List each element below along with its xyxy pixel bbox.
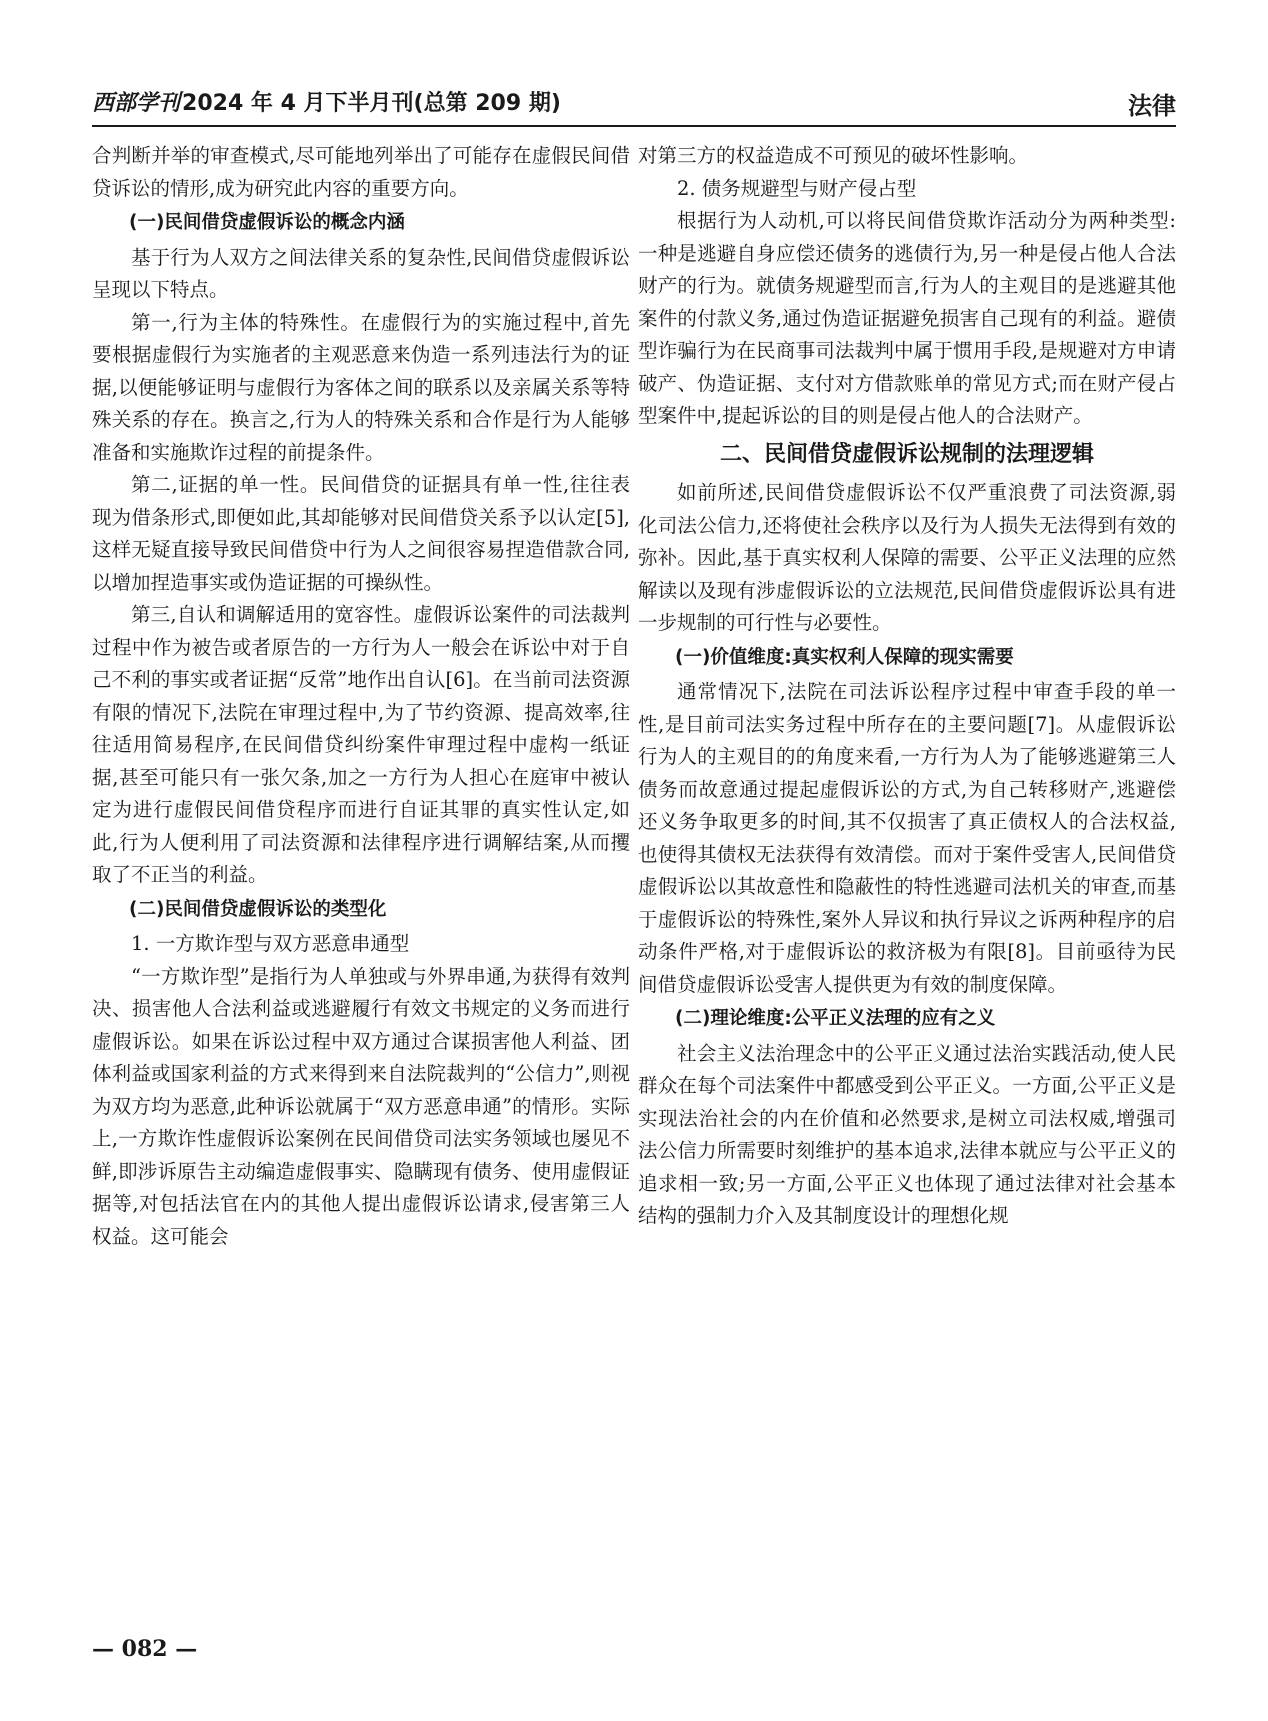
section-heading: (一)价值维度:真实权利人保障的现实需要 (675, 646, 1014, 668)
paragraph: 第三,自认和调解适用的宽容性。虚假诉讼案件的司法裁判过程中作为被告或者原告的一方行为人一般会在诉讼中对于自己不利的事实或者证据“反常”地作出自认[6]。在当前司法资源有限的情况下,法院在审理过程中,为了节约资源、提高效率,往往适用简易程序,在民间借贷纠纷案件审理过程中虚构一纸证据,甚至可能只有一张欠条,加之一方行为人担心在庭审中被认定为进行虚假民间借贷程序而进行自证其罪的真实性认定,如此,行为人便利用了司法资源和法律程序进行调解结案,从而攫取了不正当的利益。 (92, 603, 630, 886)
section-heading: (一)民间借贷虚假诉讼的概念内涵 (129, 212, 405, 233)
paragraph: “一方欺诈型”是指行为人单独或与外界串通,为获得有效判决、损害他人合法利益或逃避履行有效文书规定的义务而进行虚假诉讼。如果在诉讼过程中双方通过合谋损害他人利益、团体利益或国家利益的方式来得到来自法院裁判的“公信力”,则视为双方均为恶意,此种诉讼就属于“双方恶意串通”的情形。实际上,一方欺诈性虚假诉讼案例在民间借贷司法实务领域也屡见不鲜,即涉诉原告主动编造虚假事实、隐瞒现有债务、使用虚假证据等,对包括法官在内的其他人提出虚假诉讼请求,侵害第三人权益。这可能会 (92, 964, 630, 1248)
paragraph: 对第三方的权益造成不可预见的破坏性影响。 (638, 144, 1029, 167)
section-label: 法律 (1128, 92, 1176, 120)
running-header (92, 86, 1176, 126)
paragraph: 第二,证据的单一性。民间借贷的证据具有单一性,往往表现为借条形式,即便如此,其却能够对民间借贷关系予以认定[5],这样无疑直接导致民间借贷中行为人之间很容易捏造借款合同,以增加捏造事实或伪造证据的可操纵性。 (92, 473, 630, 594)
paragraph: 社会主义法治理念中的公平正义通过法治实践活动,使人民群众在每个司法案件中都感受到公平正义。一方面,公平正义是实现法治社会的内在价值和必然要求,是树立司法权威,增强司法公信力所需要时刻维护的基本追求,法律本就应与公平正义的追求相一致;另一方面,公平正义也体现了通过法律对社会基本结构的强制力介入及其制度设计的理想化规 (638, 1041, 1176, 1227)
header-divider (92, 125, 1176, 127)
paragraph: 如前所述,民间借贷虚假诉讼不仅严重浪费了司法资源,弱化司法公信力,还将使社会秩序以及行为人损失无法得到有效的弥补。因此,基于真实权利人保障的需要、公平正义法理的应然解读以及现有涉虚假诉讼的立法规范,民间借贷虚假诉讼具有进一步规制的可行性与必要性。 (638, 481, 1176, 634)
paragraph: 根据行为人动机,可以将民间借贷欺诈活动分为两种类型:一种是逃避自身应偿还债务的逃债行为,另一种是侵占他人合法财产的行为。就债务规避型而言,行为人的主观目的是逃避其他案件的付款义务,通过伪造证据避免损害自己现有的利益。避债型诈骗行为在民商事司法裁判中属于惯用手段,是规避对方申请破产、伪造证据、支付对方借款账单的常见方式;而在财产侵占型案件中,提起诉讼的目的则是侵占他人的合法财产。 (638, 209, 1176, 427)
paragraph: 第一,行为主体的特殊性。在虚假行为的实施过程中,首先要根据虚假行为实施者的主观恶意来伪造一系列违法行为的证据,以便能够证明与虚假行为客体之间的联系以及亲属关系等特殊关系的存在。换言之,行为人的特殊关系和合作是行为人能够准备和实施欺诈过程的前提条件。 (92, 310, 630, 464)
right-column (638, 140, 1176, 1233)
left-column (92, 140, 630, 1253)
subsection-heading: 1. 一方欺诈型与双方恶意串通型 (131, 932, 410, 955)
chapter-heading: 二、民间借贷虚假诉讼规制的法理逻辑 (719, 441, 1094, 467)
section-heading: (二)民间借贷虚假诉讼的类型化 (129, 898, 387, 920)
paragraph: 基于行为人双方之间法律关系的复杂性,民间借贷虚假诉讼呈现以下特点。 (92, 245, 630, 301)
section-heading: (二)理论维度:公平正义法理的应有之义 (675, 1008, 996, 1029)
issue-info: 2024 年 4 月下半月刊(总第 209 期) (182, 91, 561, 116)
paragraph: 合判断并举的审查模式,尽可能地列举出了可能存在虚假民间借贷诉讼的情形,成为研究此内容的重要方向。 (92, 144, 630, 200)
subsection-heading: 2. 债务规避型与财产侵占型 (677, 176, 917, 200)
journal-logo: 西部学刊 (92, 91, 181, 116)
paragraph: 通常情况下,法院在司法诉讼程序过程中审查手段的单一性,是目前司法实务过程中所存在的主要问题[7]。从虚假诉讼行为人的主观目的的角度来看,一方行为人为了能够逃避第三人债务而故意通过提起虚假诉讼的方式,为自己转移财产,逃避偿还义务争取更多的时间,其不仅损害了真正债权人的合法权益,也使得其债权无法获得有效清偿。而对于案件受害人,民间借贷虚假诉讼以其故意性和隐蔽性的特性逃避司法机关的审查,而基于虚假诉讼的特殊性,案外人异议和执行异议之诉两种程序的启动条件严格,对于虚假诉讼的救济极为有限[8]。目前亟待为民间借贷虚假诉讼受害人提供更为有效的制度保障。 (638, 680, 1176, 996)
journal-issue-line (92, 86, 561, 117)
page-number: — 082 — (92, 1636, 198, 1662)
